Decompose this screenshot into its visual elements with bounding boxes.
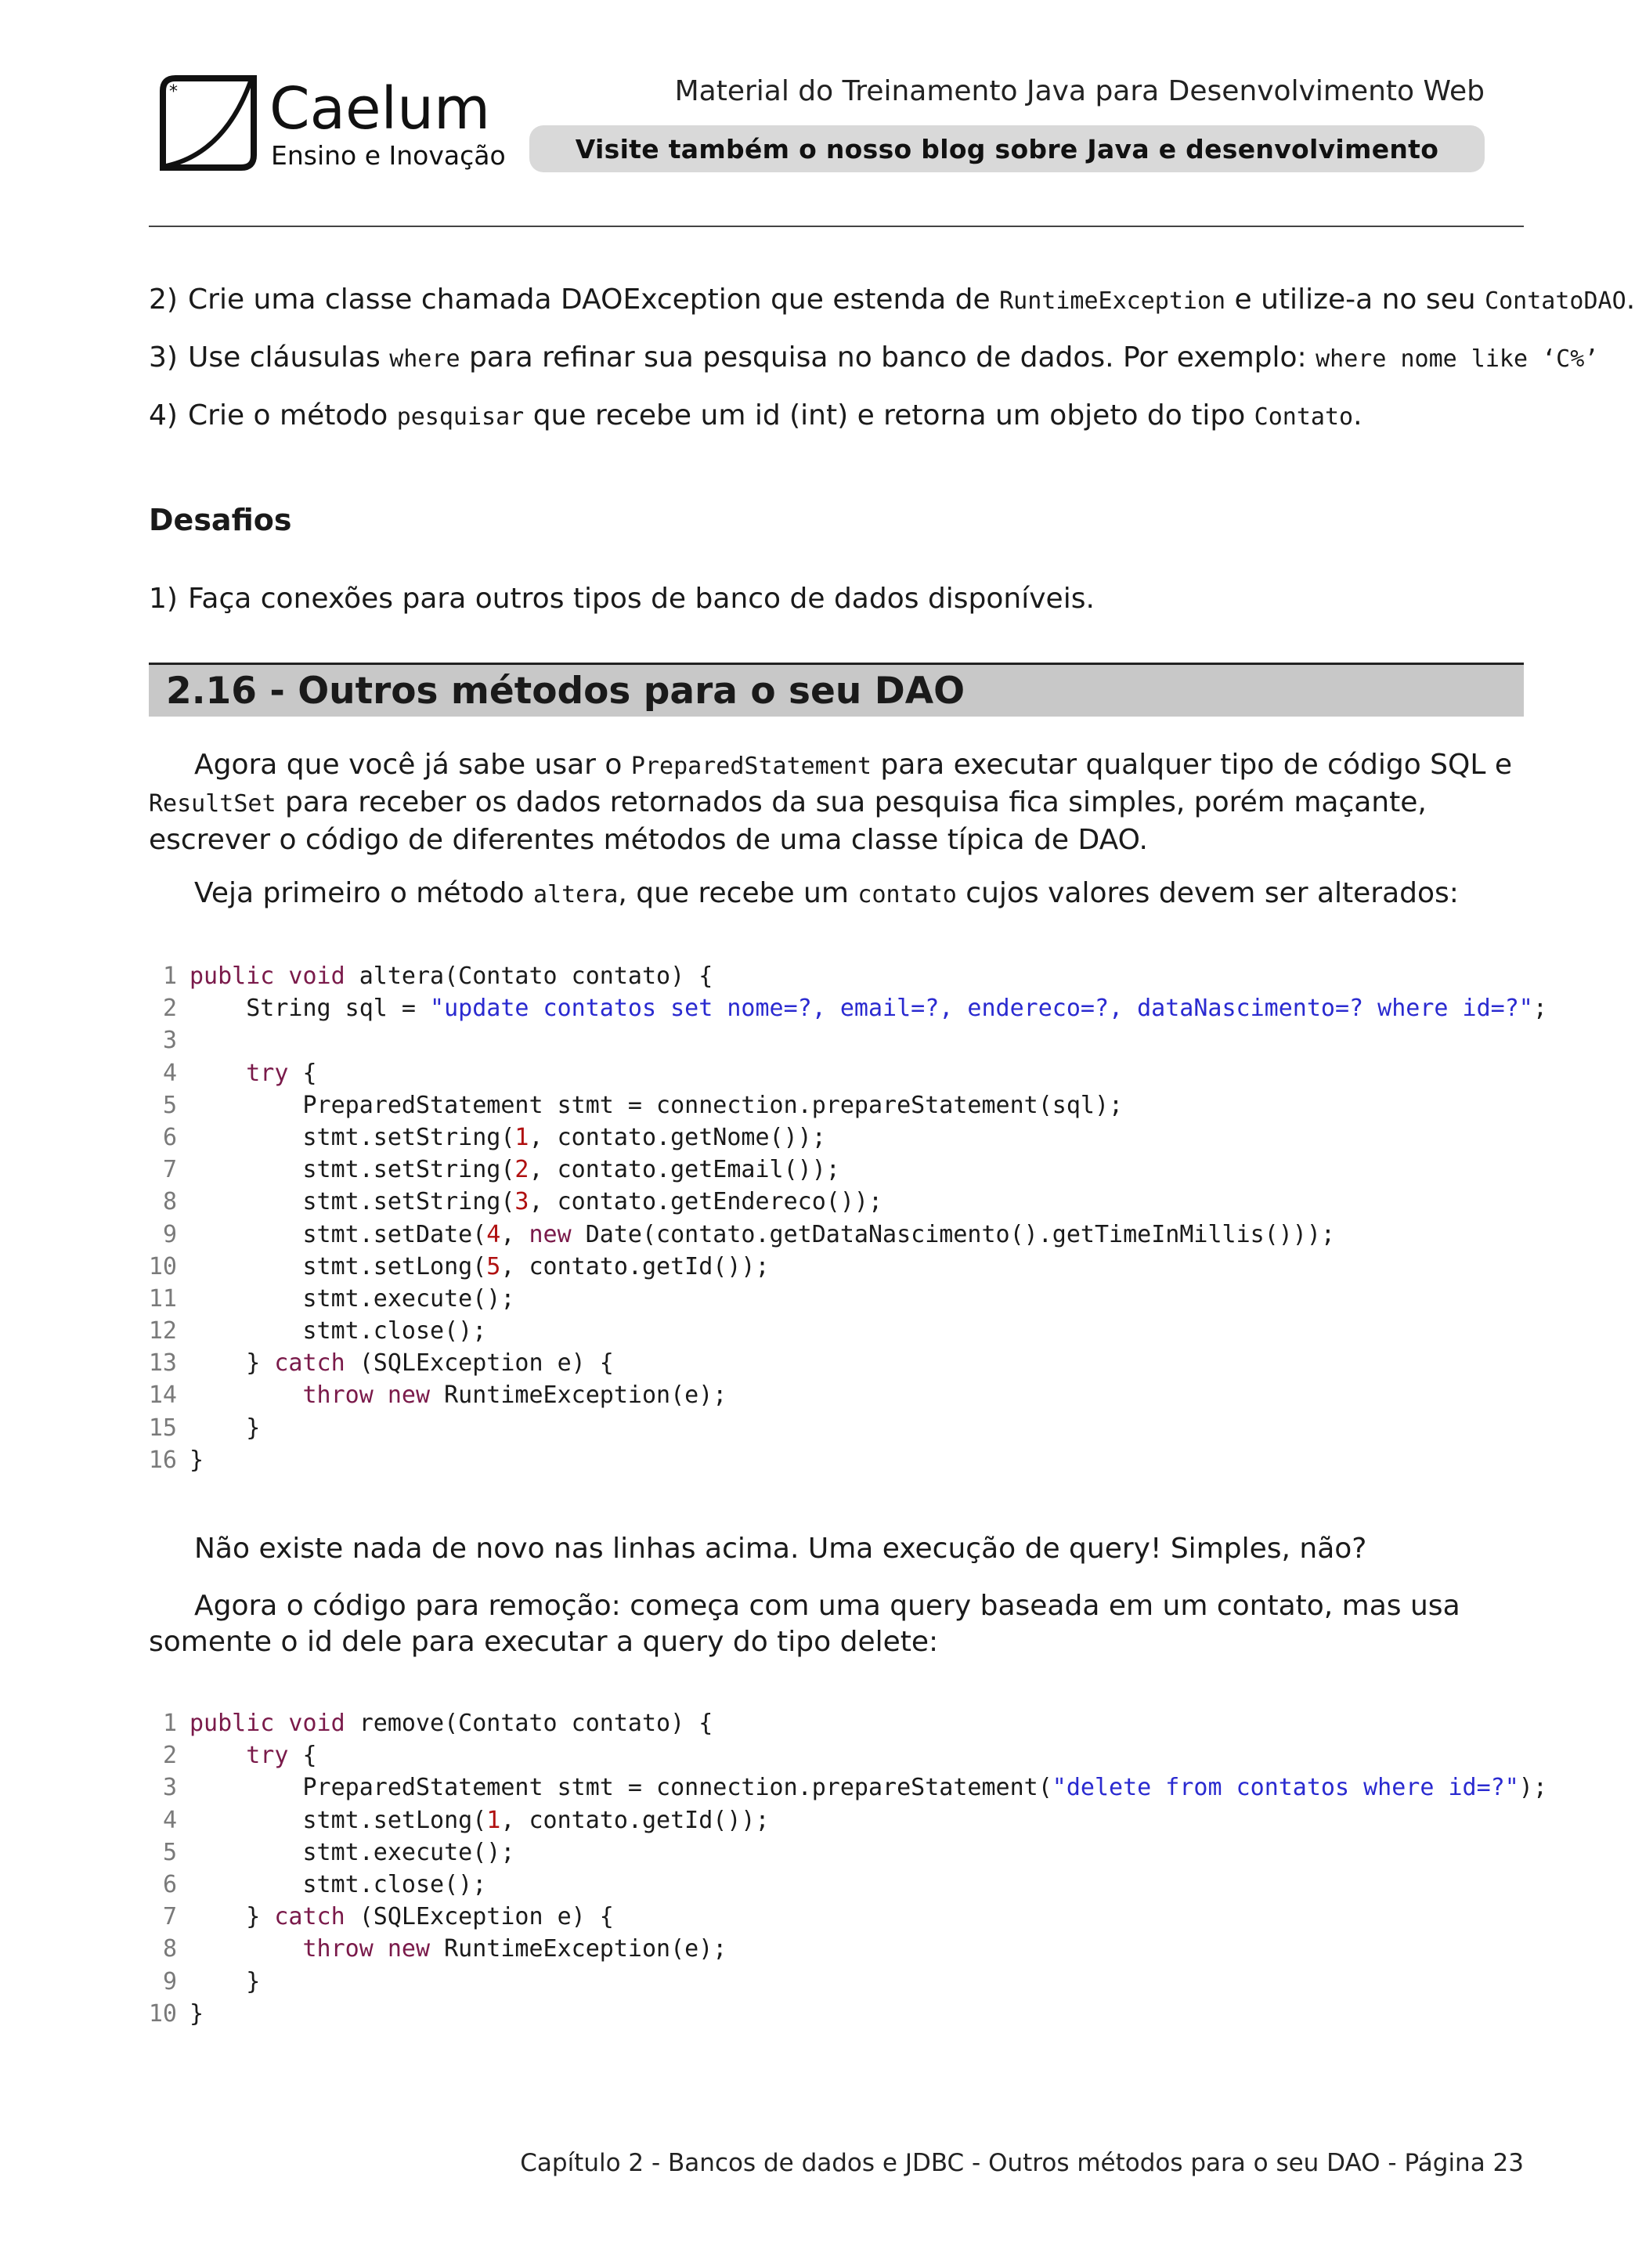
line-number: 8 — [162, 1935, 177, 1963]
code-line: 9 stmt.setDate(4, new Date(contato.getDataNascimento().getTimeInMillis())); — [147, 1219, 1557, 1251]
line-number: 6 — [162, 1123, 177, 1151]
code-line: 16 } — [147, 1444, 1557, 1476]
code-line: 5 PreparedStatement stmt = connection.prepareStatement(sql); — [147, 1089, 1557, 1121]
code-line: 8 throw new RuntimeException(e); — [147, 1933, 1557, 1965]
line-number: 7 — [162, 1156, 177, 1184]
code-line: 4 try { — [147, 1057, 1557, 1089]
line-number: 12 — [148, 1317, 177, 1345]
line-number: 5 — [162, 1838, 177, 1866]
section-heading-bar — [149, 663, 1524, 717]
code-line: 2 String sql = "update contatos set nome=?, email=?, endereco=?, dataNascimento=? where id=?"; — [147, 992, 1557, 1024]
code-line: 1 public void altera(Contato contato) { — [147, 960, 1557, 992]
code-line: 7 stmt.setString(2, contato.getEmail()); — [147, 1154, 1557, 1186]
code-line: 8 stmt.setString(3, contato.getEndereco()); — [147, 1186, 1557, 1218]
line-number: 8 — [162, 1188, 177, 1216]
code-line: 13 } catch (SQLException e) { — [147, 1347, 1557, 1379]
line-number: 13 — [148, 1349, 177, 1378]
code-block-remove — [147, 1707, 1557, 2030]
header-title: Material do Treinamento Java para Desenvolvimento Web — [674, 75, 1485, 107]
line-number: 5 — [162, 1091, 177, 1119]
code-line: 3 PreparedStatement stmt = connection.prepareStatement("delete from contatos where id=?"); — [147, 1771, 1557, 1804]
code-line: 15 } — [147, 1412, 1557, 1444]
header-divider — [149, 226, 1524, 227]
line-number: 16 — [148, 1446, 177, 1474]
exercise-item: 3) Use cláusulas where para refinar sua pesquisa no banco de dados. Por exemplo: where nome like ‘C%’ — [149, 341, 1599, 374]
code-line: 4 stmt.setLong(1, contato.getId()); — [147, 1804, 1557, 1836]
code-line: 10 } — [147, 1998, 1557, 2030]
code-line: 12 stmt.close(); — [147, 1315, 1557, 1347]
code-line: 1 public void remove(Contato contato) { — [147, 1707, 1557, 1739]
line-number: 15 — [148, 1414, 177, 1442]
code-line: 10 stmt.setLong(5, contato.getId()); — [147, 1251, 1557, 1283]
line-number: 6 — [162, 1870, 177, 1898]
line-number: 3 — [162, 1774, 177, 1802]
logo-name: Caelum — [269, 75, 491, 143]
logo-tagline: Ensino e Inovação — [271, 140, 506, 171]
line-number: 4 — [162, 1806, 177, 1834]
query-paragraph: Não existe nada de novo nas linhas acima. Uma execução de query! Simples, não? — [194, 1533, 1367, 1565]
line-number: 9 — [162, 1967, 177, 1995]
line-number: 1 — [162, 962, 177, 990]
line-number: 2 — [162, 1742, 177, 1770]
line-number: 10 — [148, 1252, 177, 1280]
line-number: 14 — [148, 1381, 177, 1410]
code-line: 11 stmt.execute(); — [147, 1283, 1557, 1315]
line-number: 9 — [162, 1220, 177, 1248]
code-block-altera — [147, 960, 1557, 1476]
line-number: 7 — [162, 1903, 177, 1931]
blog-banner-link[interactable]: Visite também o nosso blog sobre Java e desenvolvimento — [529, 125, 1485, 172]
code-line: 2 try { — [147, 1739, 1557, 1771]
code-line — [147, 1024, 1557, 1056]
line-number: 11 — [148, 1284, 177, 1313]
exercise-item: 2) Crie uma classe chamada DAOException que estenda de RuntimeException e utilize-a no seu ContatoDAO. — [149, 284, 1635, 316]
section-title: 2.16 - Outros métodos para o seu DAO — [166, 670, 965, 713]
line-number: 4 — [162, 1059, 177, 1087]
code-line: 7 } catch (SQLException e) { — [147, 1901, 1557, 1933]
challenge-item: 1) Faça conexões para outros tipos de banco de dados disponíveis. — [149, 583, 1095, 615]
code-line: 9 } — [147, 1966, 1557, 1998]
intro-paragraph: Agora que você já sabe usar o PreparedStatement para executar qualquer tipo de código SQL e ResultSet para receber os dados retornados da sua pesquisa fica simples, porém maçante, escrever o código de diferentes métodos de uma classe típica de DAO. — [149, 749, 1513, 856]
challenges-heading: Desafios — [149, 503, 292, 537]
page-footer: Capítulo 2 - Bancos de dados e JDBC - Outros métodos para o seu DAO - Página 23 — [520, 2149, 1524, 2177]
code-line: 14 throw new RuntimeException(e); — [147, 1379, 1557, 1411]
code-line: 6 stmt.setString(1, contato.getNome()); — [147, 1121, 1557, 1154]
line-number: 3 — [162, 1027, 177, 1055]
altera-intro-paragraph: Veja primeiro o método altera, que recebe um contato cujos valores devem ser alterados: — [194, 877, 1459, 909]
remove-intro-paragraph: Agora o código para remoção: começa com uma query baseada em um contato, mas usa somente o id dele para executar a query do tipo delete: — [149, 1590, 1460, 1658]
code-line: 5 stmt.execute(); — [147, 1836, 1557, 1869]
code-line: 6 stmt.close(); — [147, 1869, 1557, 1901]
svg-text:*: * — [169, 82, 178, 102]
caelum-logo — [153, 67, 506, 177]
exercise-item: 4) Crie o método pesquisar que recebe um id (int) e retorna um objeto do tipo Contato. — [149, 399, 1362, 432]
line-number: 1 — [162, 1710, 177, 1737]
line-number: 2 — [162, 995, 177, 1023]
line-number: 10 — [148, 1999, 177, 2028]
